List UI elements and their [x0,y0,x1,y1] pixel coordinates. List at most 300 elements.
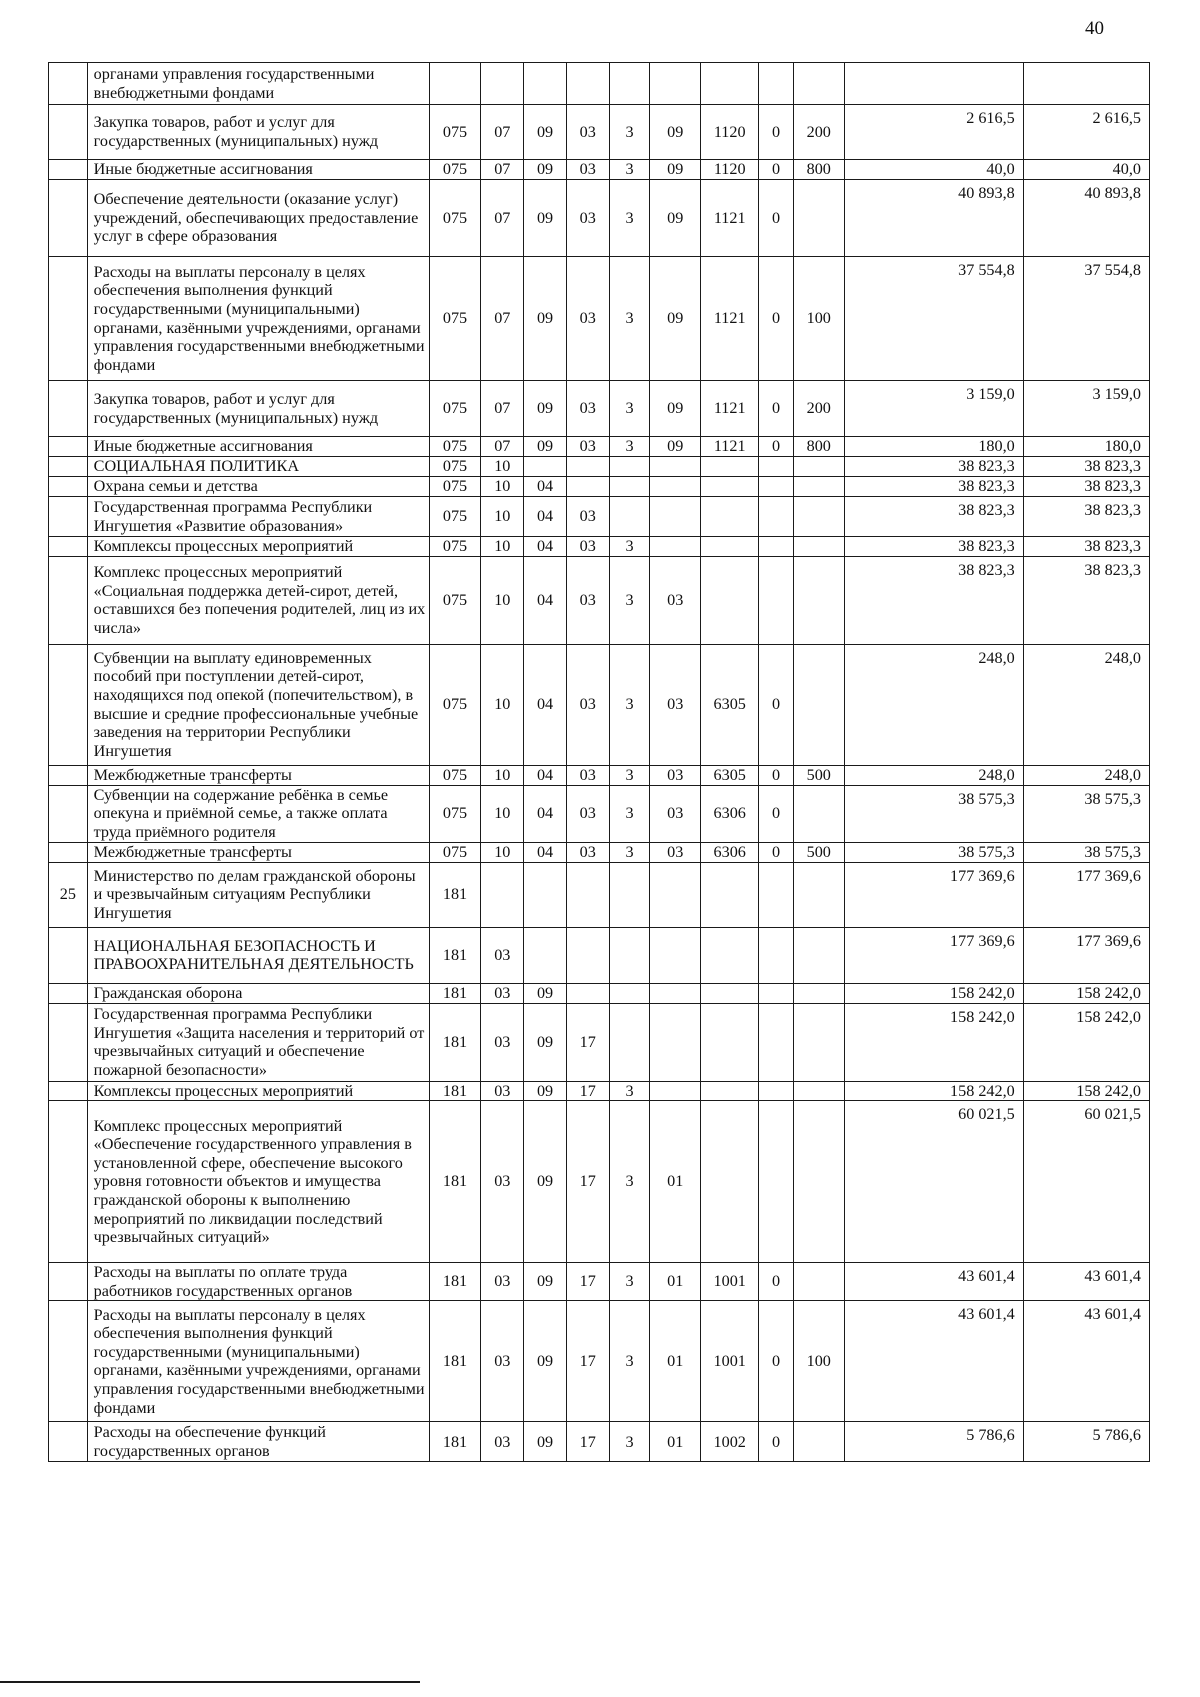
amount-year-2: 43 601,4 [1023,1301,1149,1422]
code-subprogram [609,983,650,1003]
code-subsection: 09 [524,1101,567,1263]
table-row [49,556,1150,644]
amount-year-2: 248,0 [1023,765,1149,785]
code-program: 03 [566,180,609,257]
row-number [49,1263,88,1301]
row-name: органами управления государственными внебюджетными фондами [87,63,429,105]
code-ministry: 181 [429,1301,481,1422]
amount-year-1: 40,0 [844,160,1023,180]
row-number [49,537,88,557]
code-direction [701,1101,759,1263]
code-program: 17 [566,1301,609,1422]
code-subsection: 09 [524,1003,567,1081]
code-ministry: 181 [429,862,481,927]
code-subprogram: 3 [609,765,650,785]
code-activity [650,457,701,477]
row-number [49,983,88,1003]
code-activity: 01 [650,1301,701,1422]
code-variant: 0 [759,1301,794,1422]
code-program: 03 [566,257,609,381]
code-subsection: 09 [524,180,567,257]
code-ministry: 075 [429,437,481,457]
code-ministry: 075 [429,257,481,381]
code-section: 10 [481,477,524,497]
code-ministry: 075 [429,477,481,497]
amount-year-1: 158 242,0 [844,1003,1023,1081]
code-ministry: 075 [429,381,481,437]
code-direction: 1121 [701,381,759,437]
code-expense-type [793,862,844,927]
table-row [49,1422,1150,1462]
row-name: Комплекс процессных мероприятий «Социальная поддержка детей-сирот, детей, оставшихся без попечения родителей, лиц из их числа» [87,556,429,644]
table-row [49,537,1150,557]
code-variant [759,477,794,497]
page-number: 40 [1085,18,1104,39]
row-number [49,257,88,381]
row-name: Гражданская оборона [87,983,429,1003]
row-name: Расходы на обеспечение функций государственных органов [87,1422,429,1462]
amount-year-1 [844,63,1023,105]
code-variant: 0 [759,1263,794,1301]
row-number [49,497,88,537]
row-number [49,765,88,785]
code-ministry: 075 [429,105,481,160]
code-expense-type [793,63,844,105]
code-subsection: 09 [524,160,567,180]
amount-year-1: 37 554,8 [844,257,1023,381]
code-subprogram [609,477,650,497]
code-direction [701,556,759,644]
code-program [566,862,609,927]
amount-year-2: 38 823,3 [1023,556,1149,644]
code-expense-type [793,457,844,477]
code-direction: 1121 [701,437,759,457]
code-program [566,983,609,1003]
row-number [49,477,88,497]
row-number [49,437,88,457]
code-section: 03 [481,1422,524,1462]
code-subprogram [609,862,650,927]
code-subsection: 09 [524,105,567,160]
amount-year-1: 177 369,6 [844,927,1023,983]
code-direction [701,983,759,1003]
bottom-rule [0,1681,420,1683]
code-variant: 0 [759,1422,794,1462]
code-program [566,477,609,497]
code-subprogram: 3 [609,1422,650,1462]
row-number: 25 [49,862,88,927]
code-program: 03 [566,381,609,437]
code-direction: 6305 [701,765,759,785]
code-direction [701,1081,759,1101]
code-activity: 03 [650,842,701,862]
amount-year-1: 180,0 [844,437,1023,457]
code-program: 17 [566,1101,609,1263]
row-name: Комплексы процессных мероприятий [87,537,429,557]
code-variant [759,927,794,983]
code-direction [701,477,759,497]
code-ministry: 181 [429,983,481,1003]
code-subsection: 04 [524,497,567,537]
code-subsection: 04 [524,477,567,497]
amount-year-1: 2 616,5 [844,105,1023,160]
code-ministry: 181 [429,1003,481,1081]
code-variant [759,1101,794,1263]
code-section: 03 [481,1101,524,1263]
code-activity [650,927,701,983]
code-subprogram: 3 [609,257,650,381]
code-expense-type [793,927,844,983]
table-row [49,437,1150,457]
amount-year-2: 38 823,3 [1023,497,1149,537]
amount-year-2: 38 823,3 [1023,457,1149,477]
code-variant: 0 [759,257,794,381]
row-name: Охрана семьи и детства [87,477,429,497]
code-activity [650,983,701,1003]
code-subsection: 09 [524,437,567,457]
amount-year-2: 43 601,4 [1023,1263,1149,1301]
amount-year-2: 40,0 [1023,160,1149,180]
code-activity: 09 [650,180,701,257]
amount-year-2: 38 575,3 [1023,842,1149,862]
code-subsection: 04 [524,537,567,557]
code-subprogram: 3 [609,1081,650,1101]
amount-year-1: 5 786,6 [844,1422,1023,1462]
code-program [566,457,609,477]
code-subprogram: 3 [609,1101,650,1263]
amount-year-1: 38 823,3 [844,537,1023,557]
code-program: 03 [566,437,609,457]
code-variant: 0 [759,765,794,785]
code-expense-type [793,1101,844,1263]
row-name: Закупка товаров, работ и услуг для государственных (муниципальных) нужд [87,381,429,437]
code-subsection: 04 [524,644,567,765]
code-expense-type [793,180,844,257]
row-name: НАЦИОНАЛЬНАЯ БЕЗОПАСНОСТЬ И ПРАВООХРАНИТЕЛЬНАЯ ДЕЯТЕЛЬНОСТЬ [87,927,429,983]
row-number [49,1301,88,1422]
amount-year-1: 38 575,3 [844,842,1023,862]
code-subprogram [609,497,650,537]
code-activity [650,497,701,537]
code-subprogram: 3 [609,180,650,257]
code-activity: 09 [650,437,701,457]
code-program: 17 [566,1263,609,1301]
row-number [49,180,88,257]
code-section: 10 [481,457,524,477]
amount-year-1: 43 601,4 [844,1301,1023,1422]
code-ministry: 075 [429,644,481,765]
table-row [49,497,1150,537]
code-subsection: 04 [524,765,567,785]
row-name: Комплекс процессных мероприятий «Обеспечение государственного управления в установленной сфере, обеспечение высокого уровня готовности объектов и имущества гражданской обороны к выполнению мероприятий по ликвидации последствий чрезвычайных ситуаций» [87,1101,429,1263]
code-program: 03 [566,105,609,160]
row-name: Расходы на выплаты по оплате труда работников государственных органов [87,1263,429,1301]
code-section: 07 [481,180,524,257]
code-ministry: 075 [429,537,481,557]
amount-year-1: 248,0 [844,765,1023,785]
code-subprogram: 3 [609,105,650,160]
code-expense-type [793,1003,844,1081]
code-section: 10 [481,785,524,842]
code-subsection [524,927,567,983]
row-name: Комплексы процессных мероприятий [87,1081,429,1101]
row-name: Субвенции на содержание ребёнка в семье опекуна и приёмной семье, а также оплата труда приёмного родителя [87,785,429,842]
row-number [49,1101,88,1263]
table-row [49,257,1150,381]
code-variant [759,497,794,537]
code-section: 03 [481,983,524,1003]
code-ministry: 075 [429,160,481,180]
code-activity [650,477,701,497]
code-subprogram: 3 [609,1263,650,1301]
amount-year-2: 180,0 [1023,437,1149,457]
code-ministry: 075 [429,497,481,537]
table-row [49,63,1150,105]
code-subprogram: 3 [609,160,650,180]
table-row [49,927,1150,983]
table-row [49,160,1150,180]
code-activity: 03 [650,785,701,842]
amount-year-1: 248,0 [844,644,1023,765]
code-section: 10 [481,644,524,765]
code-subprogram: 3 [609,556,650,644]
code-program: 03 [566,842,609,862]
code-subprogram: 3 [609,381,650,437]
code-subprogram: 3 [609,644,650,765]
code-section: 03 [481,1301,524,1422]
amount-year-1: 158 242,0 [844,983,1023,1003]
code-subsection: 09 [524,1263,567,1301]
row-name: Субвенции на выплату единовременных пособий при поступлении детей-сирот, находящихся под опекой (попечительством), в высшие и средние профессиональные учебные заведения на территории Республики Ингушетия [87,644,429,765]
code-section: 07 [481,105,524,160]
code-section: 07 [481,257,524,381]
code-section: 03 [481,927,524,983]
code-subprogram [609,457,650,477]
code-subsection [524,63,567,105]
code-subprogram: 3 [609,437,650,457]
row-name: Министерство по делам гражданской обороны и чрезвычайным ситуациям Республики Ингушетия [87,862,429,927]
amount-year-1: 3 159,0 [844,381,1023,437]
row-name: Государственная программа Республики Ингушетия «Развитие образования» [87,497,429,537]
row-number [49,644,88,765]
code-program [566,63,609,105]
amount-year-1: 158 242,0 [844,1081,1023,1101]
amount-year-2: 38 823,3 [1023,537,1149,557]
code-variant [759,556,794,644]
amount-year-1: 38 575,3 [844,785,1023,842]
amount-year-2: 37 554,8 [1023,257,1149,381]
code-direction: 6306 [701,842,759,862]
code-program [566,927,609,983]
amount-year-2: 158 242,0 [1023,1081,1149,1101]
code-section: 10 [481,842,524,862]
code-subsection [524,457,567,477]
code-ministry: 075 [429,180,481,257]
code-activity: 03 [650,644,701,765]
code-expense-type: 800 [793,437,844,457]
code-expense-type [793,477,844,497]
code-variant: 0 [759,160,794,180]
amount-year-2: 40 893,8 [1023,180,1149,257]
code-expense-type: 800 [793,160,844,180]
code-ministry: 075 [429,842,481,862]
code-ministry: 075 [429,556,481,644]
code-section [481,63,524,105]
row-name: СОЦИАЛЬНАЯ ПОЛИТИКА [87,457,429,477]
amount-year-1: 38 823,3 [844,477,1023,497]
amount-year-2: 38 823,3 [1023,477,1149,497]
code-program: 03 [566,556,609,644]
code-subsection: 09 [524,1301,567,1422]
code-subprogram: 3 [609,785,650,842]
code-activity: 09 [650,381,701,437]
table-row [49,381,1150,437]
row-name: Расходы на выплаты персоналу в целях обеспечения выполнения функций государственными (муниципальными) органами, казёнными учреждениями, органами управления государственными внебюджетными фондами [87,257,429,381]
code-section: 10 [481,556,524,644]
row-number [49,63,88,105]
budget-table [48,62,1150,1462]
code-section: 10 [481,537,524,557]
code-variant: 0 [759,437,794,457]
code-variant [759,457,794,477]
code-program: 03 [566,765,609,785]
code-expense-type: 200 [793,381,844,437]
table-row [49,1301,1150,1422]
code-direction: 6306 [701,785,759,842]
code-direction [701,862,759,927]
code-direction: 1120 [701,105,759,160]
amount-year-1: 38 823,3 [844,457,1023,477]
amount-year-2 [1023,63,1149,105]
code-activity [650,63,701,105]
code-direction [701,1003,759,1081]
amount-year-2: 38 575,3 [1023,785,1149,842]
row-number [49,1081,88,1101]
code-section: 07 [481,381,524,437]
code-direction: 1001 [701,1263,759,1301]
code-program: 03 [566,785,609,842]
amount-year-1: 43 601,4 [844,1263,1023,1301]
amount-year-1: 60 021,5 [844,1101,1023,1263]
code-subsection: 09 [524,983,567,1003]
amount-year-1: 38 823,3 [844,556,1023,644]
table-row [49,180,1150,257]
code-activity: 03 [650,556,701,644]
table-row [49,862,1150,927]
code-direction: 1121 [701,180,759,257]
row-number [49,556,88,644]
code-activity: 03 [650,765,701,785]
code-program: 17 [566,1003,609,1081]
code-activity: 09 [650,105,701,160]
code-variant: 0 [759,644,794,765]
code-direction: 1120 [701,160,759,180]
code-ministry: 181 [429,1081,481,1101]
code-subprogram: 3 [609,537,650,557]
table-row [49,842,1150,862]
code-program: 03 [566,160,609,180]
code-variant [759,63,794,105]
code-ministry: 181 [429,1263,481,1301]
code-expense-type: 100 [793,257,844,381]
code-ministry [429,63,481,105]
code-variant [759,983,794,1003]
code-expense-type: 500 [793,765,844,785]
code-subsection: 09 [524,257,567,381]
code-expense-type [793,644,844,765]
row-number [49,381,88,437]
amount-year-2: 177 369,6 [1023,862,1149,927]
code-program: 03 [566,497,609,537]
code-variant: 0 [759,785,794,842]
code-subprogram [609,63,650,105]
code-direction [701,537,759,557]
code-ministry: 075 [429,785,481,842]
row-number [49,1422,88,1462]
table-row [49,457,1150,477]
code-variant [759,862,794,927]
code-expense-type [793,537,844,557]
code-program: 17 [566,1081,609,1101]
amount-year-2: 3 159,0 [1023,381,1149,437]
row-number [49,105,88,160]
code-expense-type [793,1263,844,1301]
row-name: Расходы на выплаты персоналу в целях обеспечения выполнения функций государственными (муниципальными) органами, казёнными учреждениями, органами управления государственными внебюджетными фондами [87,1301,429,1422]
code-subsection: 09 [524,1081,567,1101]
code-ministry: 181 [429,927,481,983]
code-activity [650,1081,701,1101]
code-subsection [524,862,567,927]
row-name: Иные бюджетные ассигнования [87,437,429,457]
table-row [49,765,1150,785]
amount-year-1: 38 823,3 [844,497,1023,537]
code-expense-type [793,983,844,1003]
code-expense-type [793,556,844,644]
code-expense-type: 500 [793,842,844,862]
code-variant: 0 [759,180,794,257]
code-activity: 01 [650,1101,701,1263]
code-direction [701,497,759,537]
code-activity [650,537,701,557]
amount-year-1: 177 369,6 [844,862,1023,927]
amount-year-1: 40 893,8 [844,180,1023,257]
code-variant: 0 [759,381,794,437]
amount-year-2: 5 786,6 [1023,1422,1149,1462]
row-name: Межбюджетные трансферты [87,765,429,785]
code-direction [701,457,759,477]
code-ministry: 075 [429,457,481,477]
code-section: 10 [481,497,524,537]
code-expense-type [793,785,844,842]
code-activity: 09 [650,257,701,381]
table-body [49,63,1150,1462]
row-number [49,1003,88,1081]
code-direction: 1001 [701,1301,759,1422]
code-expense-type: 100 [793,1301,844,1422]
code-subprogram [609,927,650,983]
code-expense-type [793,1081,844,1101]
table-row [49,983,1150,1003]
row-number [49,927,88,983]
code-section: 03 [481,1263,524,1301]
row-name: Межбюджетные трансферты [87,842,429,862]
table-row [49,1263,1150,1301]
code-section: 07 [481,437,524,457]
code-subprogram: 3 [609,1301,650,1422]
code-activity [650,1003,701,1081]
code-section: 03 [481,1003,524,1081]
row-name: Обеспечение деятельности (оказание услуг) учреждений, обеспечивающих предоставление услуг в сфере образования [87,180,429,257]
